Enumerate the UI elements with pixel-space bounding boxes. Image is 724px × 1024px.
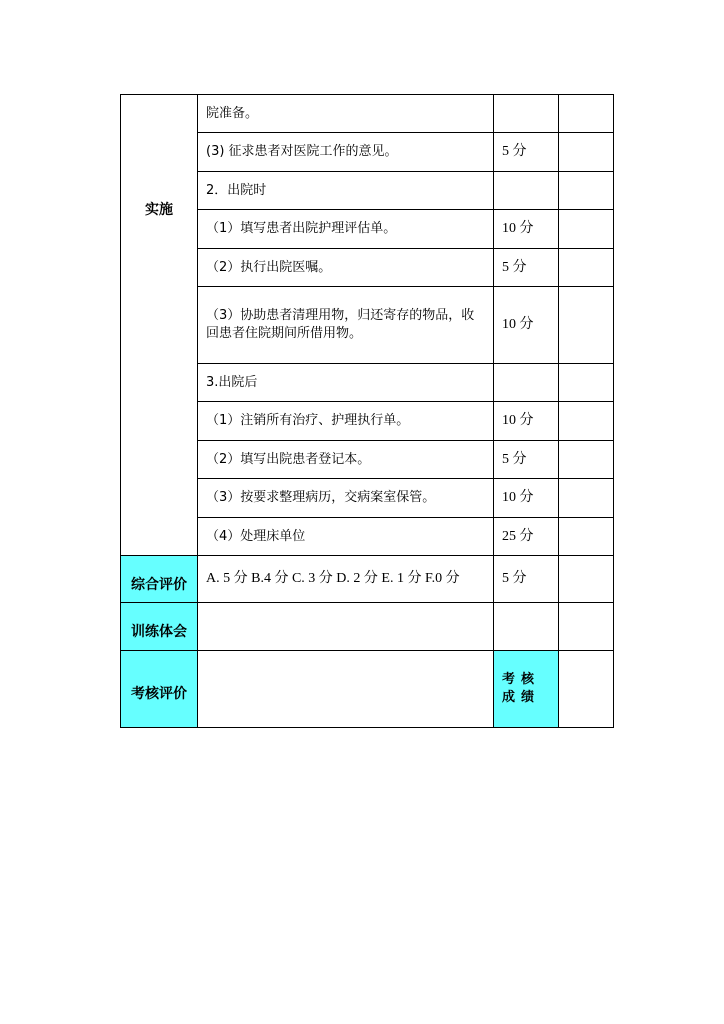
item-score: 10 分 [494, 402, 559, 441]
item-score: 10 分 [494, 287, 559, 364]
item-text: （3）按要求整理病历，交病案室保管。 [198, 479, 494, 518]
training-score [494, 603, 559, 651]
item-score [494, 172, 559, 210]
item-text: （4）处理床单位 [198, 518, 494, 556]
grade-label: 考核成绩 [494, 651, 559, 728]
item-score: 5 分 [494, 133, 559, 172]
item-text: (3) 征求患者对医院工作的意见。 [198, 133, 494, 172]
grade-cell [559, 402, 614, 441]
assessment-label: 考核评价 [121, 651, 198, 728]
item-score: 5 分 [494, 249, 559, 287]
grade-cell [559, 249, 614, 287]
grade-cell [559, 210, 614, 249]
item-text: 院准备。 [198, 95, 494, 133]
grade-value-cell [559, 651, 614, 728]
grade-cell [559, 518, 614, 556]
grade-cell [559, 95, 614, 133]
assessment-row [121, 651, 614, 728]
grade-cell [559, 133, 614, 172]
assessment-text [198, 651, 494, 728]
score-table [120, 94, 614, 728]
item-text: 2．出院时 [198, 172, 494, 210]
item-text: （2）执行出院医嘱。 [198, 249, 494, 287]
overall-score: 5 分 [494, 556, 559, 603]
training-row [121, 603, 614, 651]
grade-cell [559, 172, 614, 210]
section-label-implementation: 实施 [121, 95, 198, 556]
training-label: 训练体会 [121, 603, 198, 651]
grade-cell [559, 556, 614, 603]
item-text: 3.出院后 [198, 364, 494, 402]
overall-label: 综合评价 [121, 556, 198, 603]
table-row [121, 95, 614, 133]
item-score: 25 分 [494, 518, 559, 556]
item-text: （1）注销所有治疗、护理执行单。 [198, 402, 494, 441]
grade-cell [559, 479, 614, 518]
item-score: 5 分 [494, 441, 559, 479]
item-score: 10 分 [494, 210, 559, 249]
overall-options: A. 5 分 B.4 分 C. 3 分 D. 2 分 E. 1 分 F.0 分 [198, 556, 494, 603]
item-score [494, 95, 559, 133]
item-score: 10 分 [494, 479, 559, 518]
overall-row [121, 556, 614, 603]
grade-cell [559, 441, 614, 479]
training-text [198, 603, 494, 651]
item-text: （2）填写出院患者登记本。 [198, 441, 494, 479]
grade-cell [559, 287, 614, 364]
item-text: （1）填写患者出院护理评估单。 [198, 210, 494, 249]
item-text: （3）协助患者清理用物，归还寄存的物品，收回患者住院期间所借用物。 [198, 287, 494, 364]
grade-cell [559, 364, 614, 402]
item-score [494, 364, 559, 402]
grade-cell [559, 603, 614, 651]
